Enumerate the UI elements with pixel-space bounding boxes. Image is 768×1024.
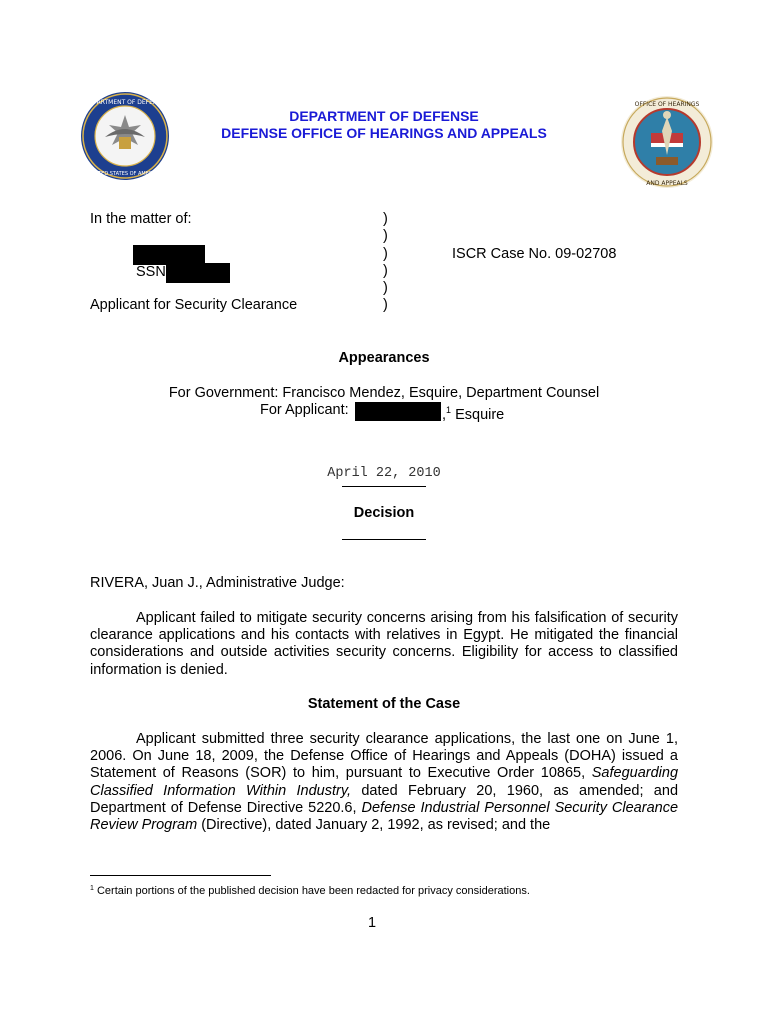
- svg-text:UNITED STATES OF AMERICA: UNITED STATES OF AMERICA: [89, 171, 161, 177]
- applicant-counsel-suffix: Esquire: [455, 407, 505, 423]
- date-underline: [342, 486, 426, 487]
- caption-paren: ): [383, 228, 388, 244]
- summary-paragraph: [90, 610, 678, 679]
- svg-text:AND APPEALS: AND APPEALS: [646, 180, 688, 187]
- department-title: DEPARTMENT OF DEFENSE: [289, 108, 479, 124]
- decision-underline: [342, 539, 426, 540]
- footnote-number: 1: [90, 885, 94, 892]
- redacted-ssn: [166, 263, 230, 283]
- statement-heading: Statement of the Case: [307, 696, 461, 712]
- statement-italic-2: Defense Industrial Personnel Security Clearance Review Program: [90, 799, 679, 834]
- redacted-counsel-name: [355, 402, 441, 421]
- statement-italic-1: Safeguarding Classified Information Within Industry,: [90, 765, 679, 799]
- applicant-counsel-line: [260, 402, 505, 423]
- ssn-label: SSN: [136, 264, 166, 280]
- summary-text: Applicant failed to mitigate security concerns arising from his falsification of security clearance applications and his contacts with relatives in Egypt. He mitigated the financial considerations and outside activities security concerns. Eligibility for access to classified information is denied.: [90, 610, 678, 678]
- svg-text:DEPARTMENT OF DEFENSE: DEPARTMENT OF DEFENSE: [85, 99, 165, 106]
- page-number: 1: [367, 915, 377, 931]
- government-counsel: For Government: Francisco Mendez, Esquire, Department Counsel: [168, 385, 600, 401]
- applicant-counsel-suffix-wrap: ,$^1$ Esquire: [442, 405, 505, 423]
- statement-text-3: (Directive), dated January 2, 1992, as revised; and the: [201, 817, 551, 834]
- footnote: [90, 882, 530, 898]
- redacted-applicant-name: [133, 245, 205, 265]
- matter-label: In the matter of:: [90, 211, 192, 227]
- footnote-ref: 1: [446, 405, 452, 415]
- decision-date: April 22, 2010: [327, 466, 441, 481]
- applicant-counsel-prefix: For Applicant:: [260, 402, 349, 418]
- applicant-label: Applicant for Security Clearance: [90, 297, 298, 313]
- appearances-heading: Appearances: [338, 350, 430, 366]
- case-number: ISCR Case No. 09-02708: [452, 246, 617, 262]
- caption-paren: ): [383, 246, 388, 262]
- caption-paren: ): [383, 211, 388, 227]
- statement-text-1: Applicant submitted three security clearance applications, the last one on June 1, 2006. On June 18, 2009, the Defense Office of Hearings and Appeals (DOHA) issued a Statement of Reasons (SOR) to him, pursuant to Executive Order 10865,: [90, 731, 678, 782]
- footnote-separator: [90, 875, 271, 876]
- decision-heading: Decision: [353, 505, 415, 521]
- caption-paren: ): [383, 297, 388, 313]
- caption-paren: ): [383, 263, 388, 279]
- statement-text-2: dated February 20, 1960, as amended; and Department of Defense Directive 5220.6,: [90, 782, 679, 816]
- statement-paragraph: [90, 731, 678, 834]
- svg-text:OFFICE OF HEARINGS: OFFICE OF HEARINGS: [634, 101, 700, 108]
- caption-paren: ): [383, 280, 388, 296]
- footnote-text: Certain portions of the published decision have been redacted for privacy considerations.: [96, 885, 530, 897]
- office-title: DEFENSE OFFICE OF HEARINGS AND APPEALS: [221, 125, 547, 141]
- judge-line: RIVERA, Juan J., Administrative Judge:: [90, 575, 345, 591]
